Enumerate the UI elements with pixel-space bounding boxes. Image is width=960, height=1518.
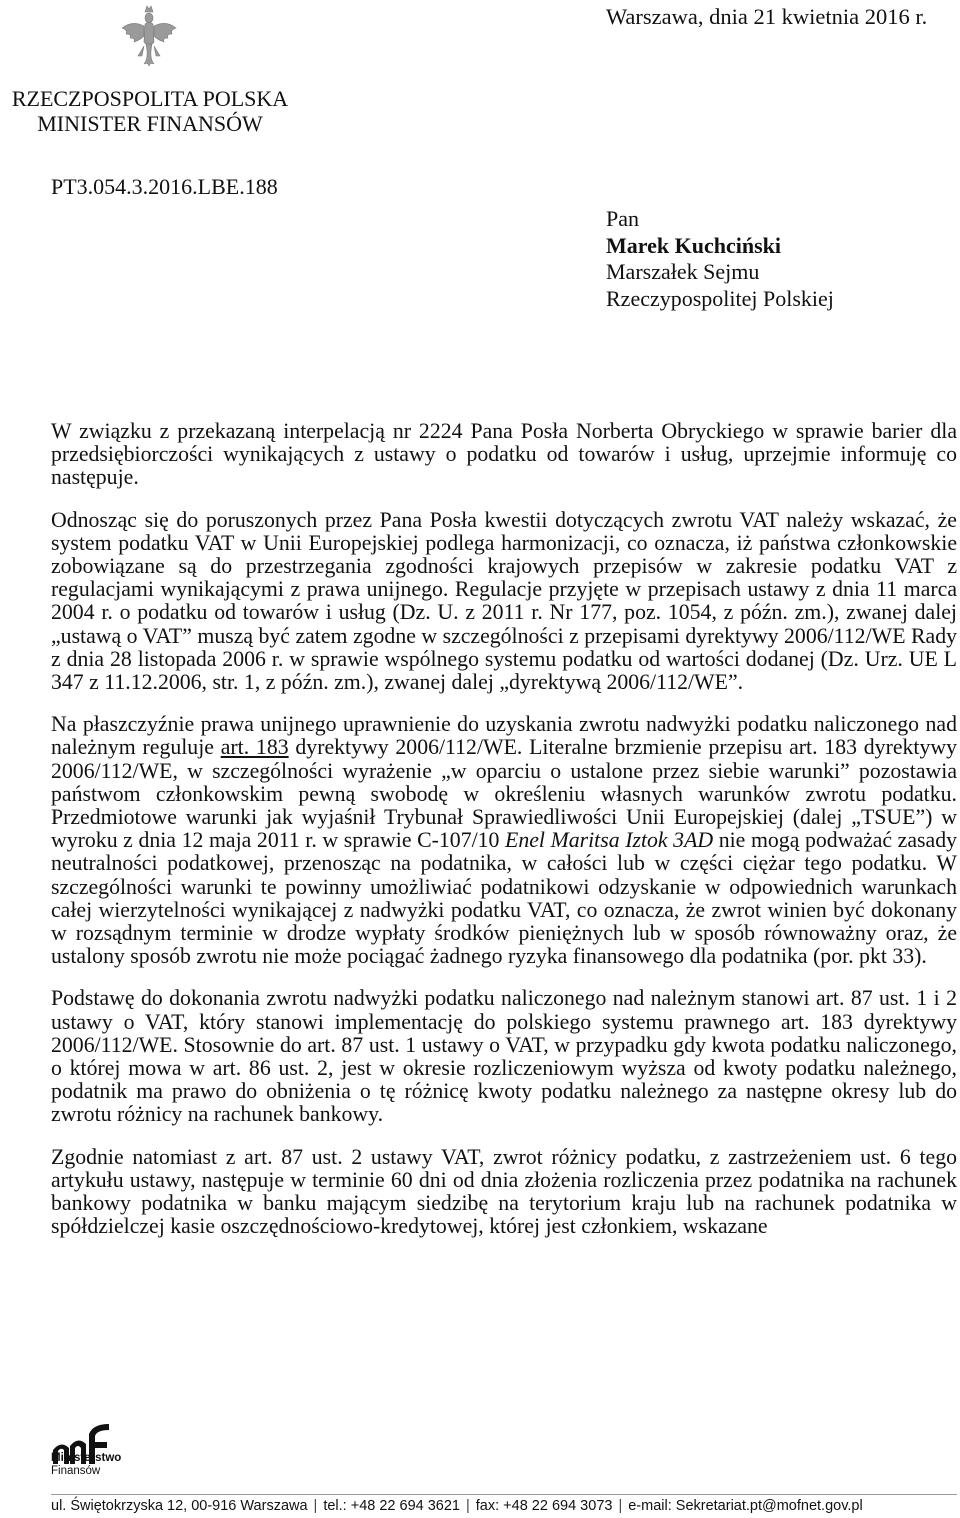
article-183-link[interactable]: art. 183 [220, 735, 289, 760]
paragraph-4: Podstawę do dokonania zwrotu nadwyżki podatku naliczonego nad należnym stanowi art. 87 ust. 1 i 2 ustawy o VAT, który stanowi implementację do polskiego systemu prawnego art. 183 dyrektywy 2006/112/WE. Stosownie do art. 87 ust. 1 ustawy o VAT, w przypadku gdy kwota podatku naliczonego, o której mowa w art. 86 ust. 2, jest w okresie rozliczeniowym wyższa od kwoty podatku należnego, podatnik ma prawo do obniżenia o tę różnicę kwoty podatku należnego za następne okresy lub do zwrotu różnicy na rachunek bankowy. [51, 986, 957, 1127]
letter-date: Warszawa, dnia 21 kwietnia 2016 r. [606, 4, 928, 29]
footer-separator: | [618, 1498, 623, 1514]
polish-eagle-emblem-icon [118, 2, 180, 74]
footer-separator: | [466, 1498, 470, 1514]
paragraph-3 [51, 713, 957, 968]
footer-email[interactable]: e-mail: Sekretariat.pt@mofnet.gov.pl [628, 1498, 863, 1514]
sender-authority [0, 86, 300, 136]
addressee-block [606, 206, 834, 312]
logo-line-1: Ministerstwo [51, 1452, 122, 1464]
footer-address: ul. Świętokrzyska 12, 00-916 Warszawa [51, 1498, 308, 1514]
reference-number: PT3.054.3.2016.LBE.188 [51, 174, 278, 199]
footer-contact [51, 1498, 863, 1514]
paragraph-3-text-b: dyrektywy 2006/112/WE. Literalne brzmienie przepisu art. 183 dyrektywy 2006/112/WE, w szczególności wyrażenie „w oparciu o ustalone przez siebie warunki” pozostawia państwom członkowskim pewną swobodę w określeniu własnych warunków zwrotu podatku. Przedmiotowe warunki jak wyjaśnił Trybunał Sprawiedliwości Unii Europejskiej (dalej „TSUE”) w wyroku z dnia 12 maja 2011 r. w sprawie C-107/10 [51, 735, 957, 853]
authority-line-1: RZECZPOSPOLITA POLSKA [11, 86, 289, 111]
addressee-name: Marek Kuchciński [606, 232, 782, 258]
paragraph-1: W związku z przekazaną interpelacją nr 2224 Pana Posła Norberta Obryckiego w sprawie barier dla przedsiębiorczości wynikających z ustawy o podatku od towarów i usług, uprzejmie informuję co następuje. [51, 419, 957, 490]
case-name: Enel Maritsa Iztok 3AD [505, 828, 714, 853]
logo-line-2: Finansów [51, 1465, 101, 1477]
footer-divider [51, 1494, 957, 1495]
paragraph-3-text-c: nie mogą podważać zasady neutralności podatkowej, przenosząc na podatnika, w całości lub w części ciężar tego podatku. W szczególności warunki te powinny umożliwiać podatnikowi odzyskanie w odpowiednich warunkach całej wierzytelności wynikającej z nadwyżki podatku VAT, co oznacza, że zwrot winien być dokonany w rozsądnym terminie w drodze wypłaty środków pieniężnych lub w sposób równoważny oraz, że ustalony sposób zwrotu nie może pociągać żadnego ryzyka finansowego dla podatnika (por. pkt 33). [51, 828, 957, 969]
paragraph-3-text-a: Na płaszczyźnie prawa unijnego uprawnienie do uzyskania zwrotu nadwyżki podatku naliczonego nad należnym reguluje [51, 712, 957, 760]
footer-phone: tel.: +48 22 694 3621 [323, 1498, 460, 1514]
letter-body [51, 420, 957, 1258]
footer-separator: | [313, 1498, 318, 1514]
paragraph-2: Odnosząc się do poruszonych przez Pana Posła kwestii dotyczących zwrotu VAT należy wskazać, że system podatku VAT w Unii Europejskiej podlega harmonizacji, co oznacza, iż państwa członkowskie zobowiązane są do przestrzegania zgodności krajowych przepisów w zakresie podatku VAT z regulacjami wynikającymi z prawa unijnego. Regulacje przyjęte w przepisach ustawy z dnia 11 marca 2004 r. o podatku od towarów i usług (Dz. U. z 2011 r. Nr 177, poz. 1054, z późn. zm.), zwanej dalej „ustawą o VAT” muszą być zatem zgodne w szczególności z przepisami dyrektywy 2006/112/WE Rady z dnia 28 listopada 2006 r. w sprawie wspólnego systemu podatku od wartości dodanej (Dz. Urz. UE L 347 z 11.12.2006, str. 1, z późn. zm.), zwanej dalej „dyrektywą 2006/112/WE”. [51, 507, 957, 695]
ministry-logo-text [51, 1452, 121, 1478]
authority-line-2: MINISTER FINANSÓW [37, 111, 263, 136]
paragraph-5: Zgodnie natomiast z art. 87 ust. 2 ustawy VAT, zwrot różnicy podatku, z zastrzeżeniem ust. 6 tego artykułu ustawy, następuje w terminie 60 dni od dnia złożenia rozliczenia przez podatnika na rachunek bankowy podatnika w banku mającym siedzibę na terytorium kraju lub na rachunek podatnika w spółdzielczej kasie oszczędnościowo-kredytowej, której jest członkiem, wskazane [51, 1144, 957, 1239]
addressee-role: Marszałek Sejmu [606, 259, 760, 284]
addressee-salutation: Pan [606, 206, 639, 231]
addressee-institution: Rzeczypospolitej Polskiej [606, 285, 834, 311]
footer-fax: fax: +48 22 694 3073 [475, 1498, 613, 1514]
